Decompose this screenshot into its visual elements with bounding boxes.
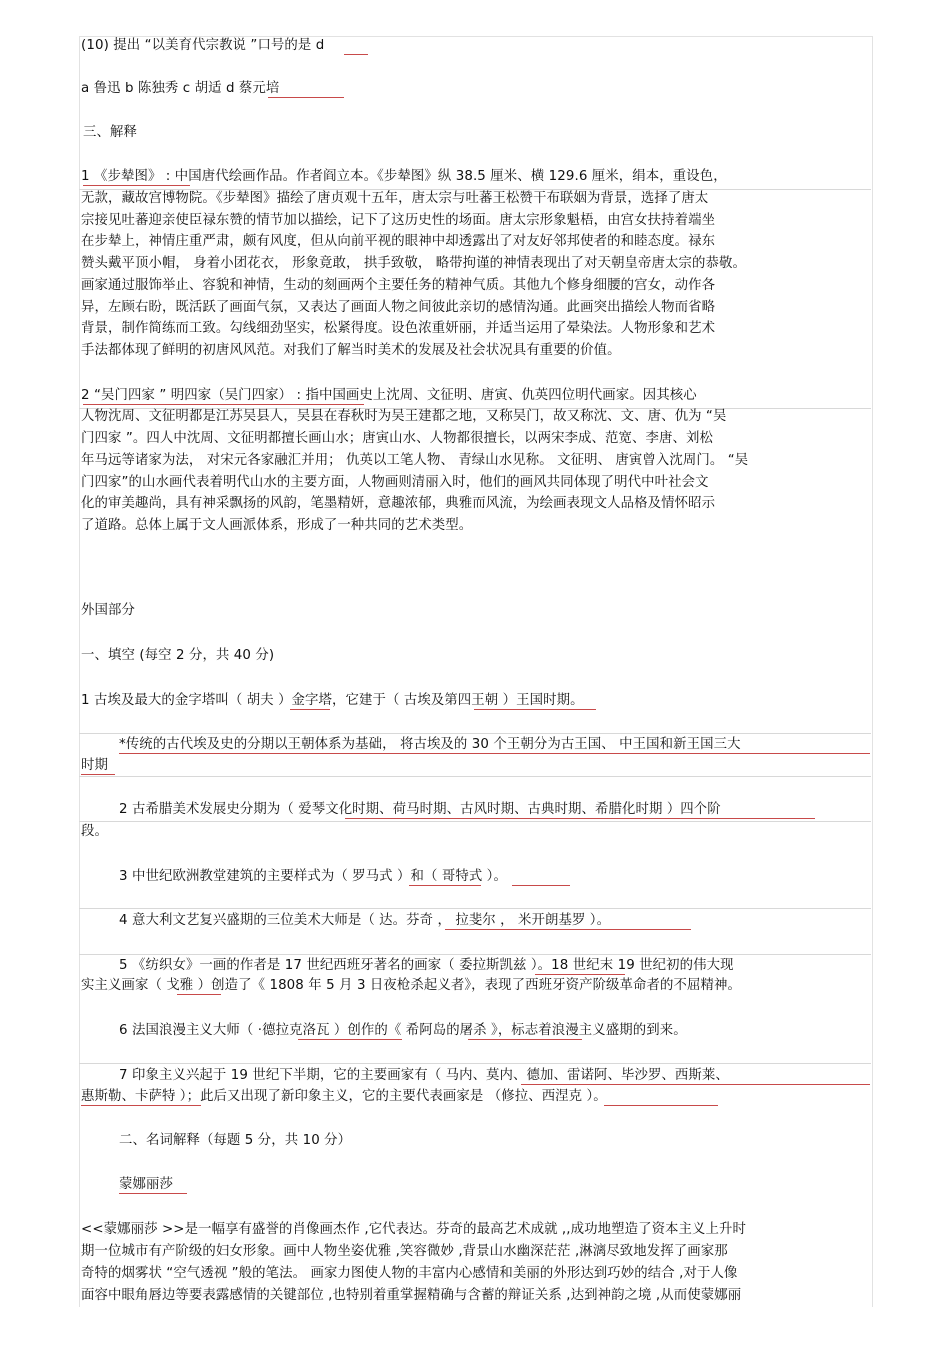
fill-blank-7: 7 印象主义兴起于 19 世纪下半期，它的主要画家有（ 马内、莫内、德加、雷诺阿、毕沙罗、西斯莱、	[119, 1068, 729, 1083]
paragraph-line: <<蒙娜丽莎 >>是一幅享有盛誉的肖像画杰作 ,它代表达。芬奇的最高艺术成就 ,,成功地塑造了资本主义上升时	[81, 1222, 747, 1237]
paragraph-line: 面容中眼角唇边等要表露感情的关键部位 ,也特别着重掌握精确与含蓄的辩证关系 ,达到神韵之境 ,从而使蒙娜丽	[81, 1288, 742, 1303]
paragraph-line: 2 “吴门四家 ” 明四家（吴门四家） : 指中国画史上沈周、文征明、唐寅、仇英四位明代画家。因其核心	[81, 388, 697, 403]
answer-underline	[119, 1193, 187, 1194]
answer-underline	[604, 1105, 718, 1106]
answer-underline	[409, 885, 481, 886]
paragraph-line: 手法都体现了鲜明的初唐风风范。对我们了解当时美术的发展及社会状况具有重要的价值。	[81, 343, 621, 358]
fill-blank-7-cont: 惠斯勒、卡萨特 ）；此后又出现了新印象主义，它的主要代表画家是 （修拉、西涅克 ）。	[81, 1089, 607, 1104]
fill-blank-2-cont: 段。	[81, 824, 108, 839]
fill-blank-3: 3 中世纪欧洲教堂建筑的主要样式为（ 罗马式 ）和（ 哥特式 ）。	[119, 869, 507, 884]
note-line: *传统的古代埃及史的分期以王朝体系为基础， 将古埃及的 30 个王朝分为古王国、 中王国和新王国三大	[119, 737, 741, 752]
paragraph-line: 画家通过服饰举止、容貌和神情，生动的刻画两个主要任务的精神气质。其他九个修身细腰的宫女，动作各	[81, 278, 716, 293]
answer-underline	[83, 185, 190, 186]
question-10-options: a 鲁迅 b 陈独秀 c 胡适 d 蔡元培	[81, 81, 280, 96]
question-10: (10) 提出 “以美育代宗教说 ”口号的是 d	[81, 38, 325, 53]
paragraph-line: 奇特的烟雾状 “空气透视 ”般的笔法。 画家力图使人物的丰富内心感情和美丽的外形达到巧妙的结合 ,对于人像	[81, 1266, 738, 1281]
answer-underline	[119, 753, 870, 754]
paragraph-line: 期一位城市有产阶级的妇女形象。画中人物坐姿优雅 ,笑容微妙 ,背景山水幽深茫茫 ,淋漓尽致地发挥了画家那	[81, 1244, 728, 1259]
section-heading: 三、解释	[83, 125, 137, 140]
paragraph-line: 门四家”的山水画代表着明代山水的主要方面，人物画则清丽入时，他们的画风共同体现了明代中叶社会文	[81, 475, 709, 490]
fill-blank-2: 2 古希腊美术发展史分期为（ 爱琴文化时期、荷马时期、古风时期、古典时期、希腊化时期 ）四个阶	[119, 802, 721, 817]
answer-underline	[468, 1039, 582, 1040]
fill-blank-4: 4 意大利文艺复兴盛期的三位美术大师是（ 达。芬奇 ， 拉斐尔 ， 米开朗基罗 ）。	[119, 913, 611, 928]
answer-underline	[535, 974, 625, 975]
answer-underline	[512, 885, 570, 886]
divider	[79, 821, 871, 822]
paragraph-line: 了道路。总体上属于文人画派体系，形成了一种共同的艺术类型。	[81, 518, 473, 533]
term-heading: 蒙娜丽莎	[119, 1177, 173, 1192]
section-heading: 外国部分	[81, 603, 135, 618]
answer-underline	[521, 1084, 870, 1085]
paragraph-line: 1 《步辇图》 : 中国唐代绘画作品。作者阎立本。《步辇图》纵 38.5 厘米、横 129.6 厘米，绢本，重设色，	[81, 169, 727, 184]
paragraph-line: 宗接见吐蕃迎亲使臣禄东赞的情节加以描绘，记下了这历史性的场面。唐太宗形象魁梧，由宫女扶持着端坐	[81, 213, 716, 228]
answer-underline	[445, 929, 691, 930]
divider	[79, 1063, 871, 1064]
answer-underline	[177, 994, 221, 995]
fill-blank-6: 6 法国浪漫主义大师（ ·德拉克洛瓦 ）创作的《 希阿岛的屠杀 》，标志着浪漫主义盛期的到来。	[119, 1023, 687, 1038]
paragraph-line: 人物沈周、文征明都是江苏吴县人，吴县在春秋时为吴王建都之地，又称吴门，故又称沈、文、唐、仇为 “吴	[81, 409, 727, 424]
answer-underline	[81, 774, 115, 775]
paragraph-line: 在步辇上，神情庄重严肃，颇有风度，但从向前平视的眼神中却透露出了对友好邻邦使者的和睦态度。禄东	[81, 234, 716, 249]
paragraph-line: 赞头戴平顶小帽， 身着小团花衣， 形象竟敢， 拱手致敬， 略带拘谨的神情表现出了对天朝皇帝唐太宗的恭敬。	[81, 256, 746, 271]
answer-underline	[344, 54, 368, 55]
paragraph-line: 门四家 ”。四人中沈周、文征明都擅长画山水；唐寅山水、人物都很擅长，以两宋李成、范宽、李唐、刘松	[81, 431, 713, 446]
section-heading: 一、填空 (每空 2 分，共 40 分)	[81, 648, 275, 663]
answer-underline	[83, 404, 364, 405]
fill-blank-5: 5 《纺织女》一画的作者是 17 世纪西班牙著名的画家（ 委拉斯凯兹 ）。18 世纪末 19 世纪初的伟大现	[119, 958, 734, 973]
divider	[79, 776, 871, 777]
paragraph-line: 无款，藏故宫博物院。《步辇图》描绘了唐贞观十五年，唐太宗与吐蕃王松赞干布联姻为背景，选择了唐太	[81, 191, 709, 206]
answer-underline	[474, 709, 596, 710]
answer-underline	[345, 818, 815, 819]
answer-underline	[268, 97, 344, 98]
answer-underline	[298, 1039, 402, 1040]
note-line: 时期	[81, 758, 108, 773]
fill-blank-1: 1 古埃及最大的金字塔叫（ 胡夫 ）金字塔，它建于（ 古埃及第四王朝 ）王国时期。	[81, 693, 584, 708]
paragraph-line: 年马远等诸家为法， 对宋元各家融汇并用； 仇英以工笔人物、 青绿山水见称。 文征明、 唐寅曾入沈周门。 “吴	[81, 453, 749, 468]
paragraph-line: 背景，制作简练而工致。勾线细劲坚实，松紧得度。设色浓重妍丽，并适当运用了晕染法。人物形象和艺术	[81, 321, 716, 336]
paragraph-line: 异，左顾右盼，既活跃了画面气氛，又表达了画面人物之间彼此亲切的感情沟通。此画突出描绘人物而省略	[81, 300, 716, 315]
divider	[79, 908, 871, 909]
answer-underline	[81, 1105, 201, 1106]
section-heading: 二、名词解释（每题 5 分，共 10 分）	[119, 1133, 352, 1148]
paragraph-line: 化的审美趣尚，具有神采飘扬的风韵，笔墨精妍，意趣浓郁，典雅而风流，为绘画表现文人品格及情怀昭示	[81, 496, 716, 511]
fill-blank-5-cont: 实主义画家（ 戈雅 ）创造了《 1808 年 5 月 3 日夜枪杀起义者》，表现了西班牙资产阶级革命者的不屈精神。	[81, 978, 741, 993]
answer-underline	[290, 709, 330, 710]
